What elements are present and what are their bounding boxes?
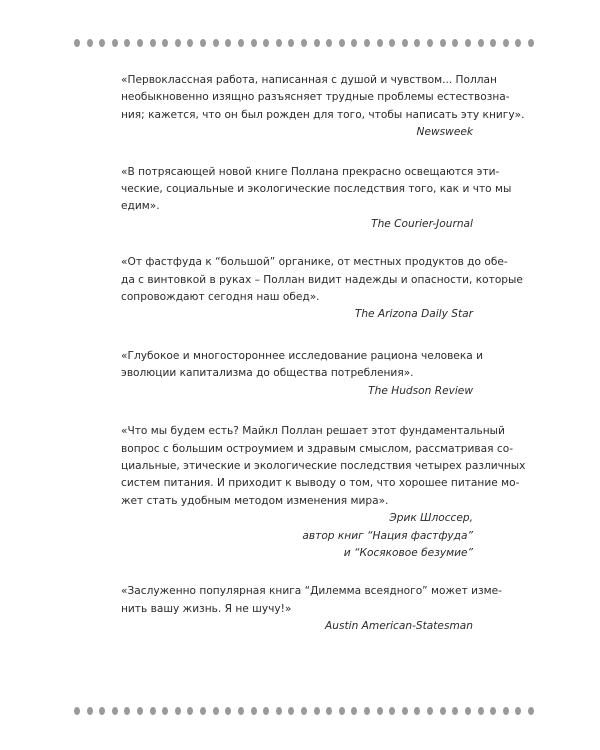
border-dot <box>339 39 345 47</box>
quote-line: необыкновенно изящно разъясняет трудные проблемы естествозна- <box>121 91 510 104</box>
border-dot <box>137 39 143 47</box>
border-dot <box>124 707 130 715</box>
quote-courier-journal <box>121 164 512 234</box>
border-dot <box>452 707 458 715</box>
source-line: и “Косяковое безумие” <box>343 546 473 559</box>
source-line: автор книг “Нация фастфуда” <box>302 529 473 542</box>
border-dot <box>478 39 484 47</box>
quote-source <box>121 216 473 233</box>
border-dot <box>351 39 357 47</box>
border-dot <box>263 707 269 715</box>
border-dot <box>225 39 231 47</box>
quote-line: ния; кажется, что он был рожден для того, чтобы написать эту книгу». <box>121 108 525 121</box>
quote-text <box>121 423 526 510</box>
border-dot <box>515 707 521 715</box>
border-dot <box>440 707 446 715</box>
quote-line: «Первоклассная работа, написанная с душой и чувством... Поллан <box>121 74 497 86</box>
quote-text <box>121 164 512 216</box>
quote-line: сопровождают сегодня наш обед». <box>121 291 320 304</box>
border-dot <box>402 39 408 47</box>
border-dot <box>137 707 143 715</box>
border-dot <box>465 39 471 47</box>
border-dot <box>389 39 395 47</box>
border-dot <box>427 707 433 715</box>
quote-line: едим». <box>121 200 160 213</box>
border-dot <box>503 707 509 715</box>
border-dot <box>187 707 193 715</box>
quote-line: «Глубокое и многостороннее исследование рациона человека и <box>121 349 483 362</box>
border-dot <box>351 707 357 715</box>
border-dot <box>414 707 420 715</box>
border-dot <box>175 39 181 47</box>
border-dot <box>478 707 484 715</box>
quote-text <box>121 254 523 306</box>
source-line: Austin American-Statesman <box>325 620 473 633</box>
border-dot <box>465 707 471 715</box>
border-dot <box>452 39 458 47</box>
quote-line: да с винтовкой в руках – Поллан видит надежды и опасности, которые <box>121 273 523 286</box>
border-dot <box>414 39 420 47</box>
quote-source <box>121 618 473 635</box>
border-dot <box>251 707 257 715</box>
border-dot <box>74 707 80 715</box>
border-dot <box>377 39 383 47</box>
border-dot <box>276 39 282 47</box>
border-dot <box>377 707 383 715</box>
border-dot <box>263 39 269 47</box>
source-line: Newsweek <box>416 126 473 139</box>
border-dot <box>314 707 320 715</box>
border-dot <box>175 707 181 715</box>
blurb-quotes <box>121 72 526 659</box>
border-dot <box>288 39 294 47</box>
border-dot <box>364 707 370 715</box>
border-dot <box>339 707 345 715</box>
border-dot <box>251 39 257 47</box>
border-dot <box>440 39 446 47</box>
source-line: The Courier-Journal <box>371 217 473 230</box>
border-dot <box>326 39 332 47</box>
border-dot <box>490 39 496 47</box>
bottom-dotted-border <box>74 706 534 716</box>
quote-text <box>121 72 525 124</box>
source-line: The Hudson Review <box>368 384 473 397</box>
border-dot <box>150 707 156 715</box>
quote-eric-schlosser <box>121 423 526 562</box>
border-dot <box>112 39 118 47</box>
quote-line: нить вашу жизнь. Я не шучу!» <box>121 602 292 615</box>
top-dotted-border <box>74 38 534 48</box>
border-dot <box>213 707 219 715</box>
quote-line: ческие, социальные и экологические последствия того, как и что мы <box>121 183 512 196</box>
border-dot <box>314 39 320 47</box>
quote-line: систем питания. И приходит к выводу о том, что хорошее питание мо- <box>121 477 520 490</box>
border-dot <box>503 39 509 47</box>
quote-line: «Что мы будем есть? Майкл Поллан решает этот фундаментальный <box>121 425 505 438</box>
border-dot <box>326 707 332 715</box>
border-dot <box>288 707 294 715</box>
quote-line: «В потрясающей новой книге Поллана прекрасно освещаются эти- <box>121 165 500 178</box>
quote-source <box>121 306 473 323</box>
border-dot <box>162 39 168 47</box>
source-line: Эрик Шлоссер, <box>389 512 473 525</box>
border-dot <box>528 39 534 47</box>
quote-line: циальные, этические и экологические последствия четырех различных <box>121 459 526 472</box>
quote-source <box>121 124 473 141</box>
border-dot <box>99 39 105 47</box>
border-dot <box>124 39 130 47</box>
border-dot <box>74 39 80 47</box>
quote-line: «От фастфуда к “большой” органике, от местных продуктов до обе- <box>121 256 508 269</box>
border-dot <box>87 707 93 715</box>
border-dot <box>162 707 168 715</box>
quote-text <box>121 583 502 618</box>
border-dot <box>225 707 231 715</box>
border-dot <box>112 707 118 715</box>
border-dot <box>99 707 105 715</box>
quote-line: жет стать удобным методом изменения мира». <box>121 494 389 507</box>
border-dot <box>364 39 370 47</box>
border-dot <box>301 39 307 47</box>
quote-source <box>121 510 473 562</box>
quote-austin-american-statesman <box>121 583 502 635</box>
quote-text <box>121 348 483 383</box>
border-dot <box>276 707 282 715</box>
border-dot <box>200 39 206 47</box>
border-dot <box>238 39 244 47</box>
source-line: The Arizona Daily Star <box>354 308 473 321</box>
quote-source <box>121 383 473 400</box>
border-dot <box>402 707 408 715</box>
border-dot <box>515 39 521 47</box>
border-dot <box>301 707 307 715</box>
border-dot <box>200 707 206 715</box>
quote-line: вопрос с большим остроумием и здравым смыслом, рассматривая со- <box>121 442 514 455</box>
quote-newsweek <box>121 72 525 142</box>
border-dot <box>213 39 219 47</box>
border-dot <box>238 707 244 715</box>
border-dot <box>490 707 496 715</box>
quote-line: «Заслуженно популярная книга “Дилемма всеядного” может изме- <box>121 585 502 598</box>
border-dot <box>150 39 156 47</box>
quote-hudson-review <box>121 348 483 400</box>
border-dot <box>187 39 193 47</box>
border-dot <box>427 39 433 47</box>
border-dot <box>528 707 534 715</box>
quote-line: эволюции капитализма до общества потребления». <box>121 367 414 380</box>
border-dot <box>87 39 93 47</box>
border-dot <box>389 707 395 715</box>
quote-arizona-daily-star <box>121 254 523 324</box>
